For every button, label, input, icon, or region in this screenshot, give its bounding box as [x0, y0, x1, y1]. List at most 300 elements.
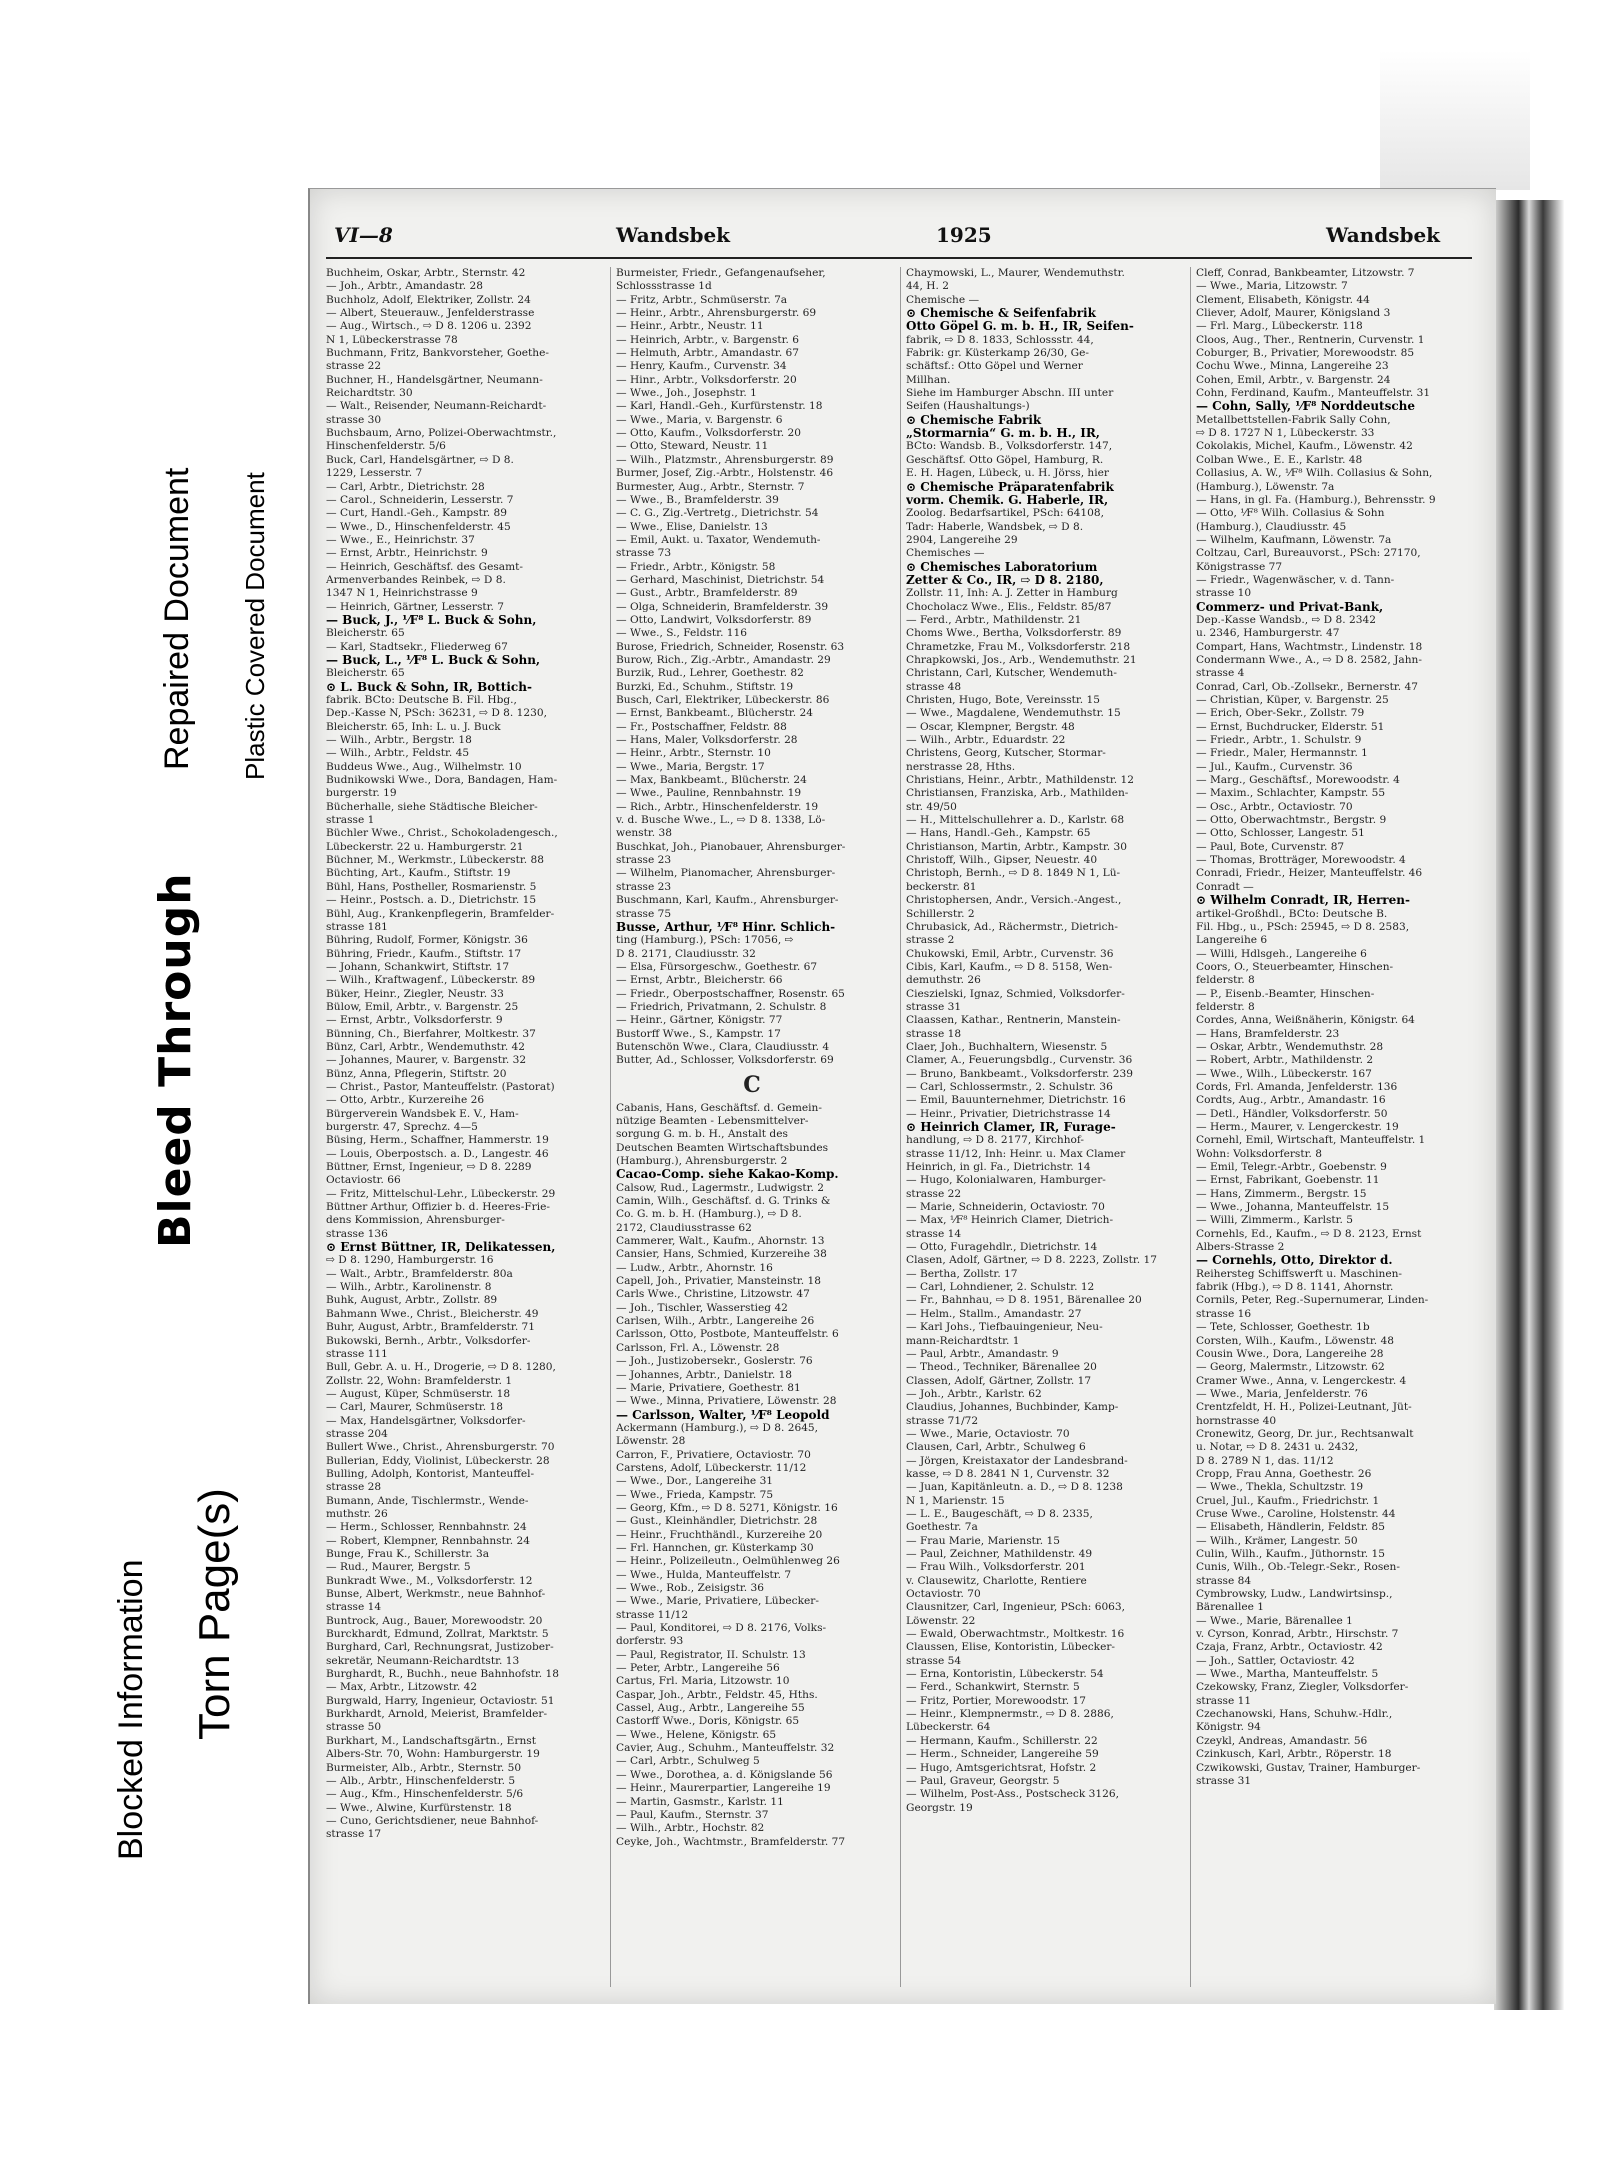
directory-entry: — Wwe., Rob., Zeisigstr. 36: [616, 1582, 764, 1594]
directory-entry: Buchholz, Adolf, Elektriker, Zollstr. 24: [326, 293, 531, 306]
directory-entry: — Wwe., Pauline, Rennbahnstr. 19: [616, 787, 802, 800]
directory-entry: Conradt —: [1196, 880, 1254, 893]
directory-entry: Clausen, Carl, Arbtr., Schulweg 6: [906, 1441, 1086, 1454]
directory-entry: Bustorff Wwe., S., Kampstr. 17: [616, 1027, 781, 1040]
directory-entry: — Hinr., Arbtr., Volksdorferstr. 20: [616, 373, 797, 386]
directory-entry: Christann, Carl, Kutscher, Wendemuth-: [906, 667, 1117, 680]
directory-entry: — Wwe., S., Feldstr. 116: [616, 627, 748, 640]
directory-entry: fabrik, ⇨ D 8. 1833, Schlossstr. 44,: [906, 333, 1094, 346]
directory-entry: — Wwe., Marie, Octaviostr. 70: [906, 1427, 1070, 1440]
directory-entry: strasse 54: [906, 1654, 962, 1667]
year: 1925: [936, 223, 992, 247]
directory-entry: Czwikowski, Gustav, Trainer, Hamburger-: [1196, 1761, 1421, 1774]
directory-entry: — Friedr., Maler, Hermannstr. 1: [1196, 747, 1368, 760]
column-4: [1196, 267, 1468, 1987]
directory-entry: felderstr. 8: [1196, 974, 1255, 987]
directory-entry: N 1, Marienstr. 15: [906, 1494, 1005, 1507]
directory-entry: — Helmuth, Arbtr., Amandastr. 67: [616, 347, 800, 360]
directory-entry: Coors, O., Steuerbeamter, Hinschen-: [1196, 960, 1394, 973]
annotation-labels: [0, 0, 300, 2177]
directory-entry: — Alb., Arbtr., Hinschenfelderstr. 5: [326, 1774, 516, 1787]
directory-entry: — Paul, Registrator, II. Schulstr. 13: [616, 1648, 806, 1661]
directory-entry: — Heinr., Arbtr., Neustr. 11: [616, 320, 764, 333]
directory-entry: Cohn, Ferdinand, Kaufm., Manteuffelstr. 31: [1196, 387, 1431, 400]
directory-entry: BCto: Wandsb. B., Volksdorferstr. 147,: [906, 440, 1113, 453]
directory-entry: Clamer, A., Feuerungsbdlg., Curvenstr. 36: [906, 1054, 1133, 1067]
directory-entry: — Wwe., Marie, Privatiere, Lübecker-: [616, 1595, 819, 1608]
directory-entry: Bulling, Adolph, Kontorist, Manteuffel-: [326, 1467, 535, 1480]
directory-entry: D 8. 2789 N 1, das. 11/12: [1196, 1454, 1334, 1467]
directory-entry: Cruel, Jul., Kaufm., Friedrichstr. 1: [1196, 1494, 1380, 1507]
directory-entry: Königstr. 94: [1196, 1721, 1261, 1734]
directory-entry: Cavier, Aug., Schuhm., Manteuffelstr. 32: [616, 1742, 835, 1755]
directory-entry: — H., Mittelschullehrer a. D., Karlstr. 68: [906, 814, 1125, 827]
directory-entry: Caspar, Joh., Arbtr., Feldstr. 45, Hths.: [616, 1688, 818, 1701]
directory-entry: — Karl Johs., Tiefbauingenieur, Neu-: [906, 1321, 1103, 1334]
directory-entry: — Wilh., Arbtr., Bergstr. 18: [326, 734, 472, 747]
directory-entry: Goethestr. 7a: [906, 1521, 978, 1534]
directory-entry: Busse, Arthur, ⅟F⁸ Hinr. Schlich-: [616, 920, 836, 934]
directory-entry: Heinrich, in gl. Fa., Dietrichstr. 14: [906, 1161, 1091, 1174]
directory-entry: Löwenstr. 22: [906, 1614, 976, 1627]
directory-entry: — Ferd., Schankwirt, Sternstr. 5: [906, 1681, 1080, 1694]
directory-entry: Colban Wwe., E. E., Karlstr. 48: [1196, 453, 1363, 466]
directory-entry: — Bruno, Bankbeamt., Volksdorferstr. 239: [906, 1067, 1134, 1080]
directory-entry: Buhk, August, Arbtr., Zollstr. 89: [326, 1294, 498, 1307]
directory-entry: — Cohn, Sally, ⅟F⁸ Norddeutsche: [1196, 400, 1416, 414]
directory-entry: Cornehls, Ed., Kaufm., ⇨ D 8. 2123, Ernst: [1196, 1227, 1422, 1240]
directory-entry: — Otto, Kaufm., Volksdorferstr. 20: [616, 427, 801, 440]
directory-entry: strasse 181: [326, 920, 388, 933]
directory-entry: strasse 23: [616, 880, 672, 893]
directory-entry: Burow, Rich., Zig.-Arbtr., Amandastr. 29: [616, 653, 831, 666]
directory-entry: Conradi, Friedr., Heizer, Manteuffelstr. 46: [1196, 867, 1423, 880]
directory-entry: — Otto, Landwirt, Volksdorferstr. 89: [616, 613, 812, 626]
directory-entry: Deutschen Beamten Wirtschaftsbundes: [616, 1141, 829, 1154]
directory-entry: ⊙ Chemische Fabrik: [906, 413, 1042, 427]
directory-entry: — Frl. Hannchen, gr. Küsterkamp 30: [616, 1541, 814, 1554]
directory-entry: Burckhardt, Edmund, Zollrat, Marktstr. 5: [326, 1628, 549, 1641]
directory-entry: Cousin Wwe., Dora, Langereihe 28: [1196, 1347, 1384, 1360]
directory-entry: — Wilh., Arbtr., Karolinenstr. 8: [326, 1281, 492, 1294]
directory-entry: Camin, Wilh., Geschäftsf. d. G. Trinks &: [616, 1195, 831, 1208]
directory-entry: — Albert, Steuerauw., Jenfelderstrasse: [326, 307, 535, 320]
directory-entry: Compart, Hans, Wachtmstr., Lindenstr. 18: [1196, 640, 1423, 653]
directory-entry: Seifen (Haushaltungs-): [906, 400, 1030, 413]
directory-entry: — Emil, Aukt. u. Taxator, Wendemuth-: [616, 533, 821, 546]
directory-entry: — Wilhelm, Pianomacher, Ahrensburger-: [616, 867, 836, 880]
directory-entry: — Osc., Arbtr., Octaviostr. 70: [1196, 800, 1353, 813]
directory-entry: Co. G. m. b. H. (Hamburg.), ⇨ D 8.: [616, 1208, 802, 1221]
directory-entry: — Karl, Stadtsekr., Fliederweg 67: [326, 640, 508, 653]
page-header: [326, 223, 1476, 253]
directory-entry: — Joh., Arbtr., Karlstr. 62: [906, 1387, 1042, 1400]
directory-entry: Fil. Hbg., u., PSch: 25945, ⇨ D 8. 2583,: [1196, 920, 1410, 933]
directory-entry: Bühl, Hans, Postheller, Rosmarienstr. 5: [326, 880, 537, 893]
directory-entry: (Hamburg.), Löwenstr. 7a: [1196, 480, 1335, 493]
directory-entry: — Friedrich, Privatmann, 2. Schulstr. 8: [616, 1000, 827, 1013]
directory-entry: — Carl, Arbtr., Schulweg 5: [616, 1755, 760, 1768]
directory-entry: Siehe im Hamburger Abschn. III unter: [906, 387, 1114, 400]
directory-entry: — Hermann, Kaufm., Schillerstr. 22: [906, 1734, 1098, 1747]
directory-entry: — Max, Bankbeamt., Blücherstr. 24: [616, 774, 807, 787]
directory-entry: — Buck, L., ⅟F⁸ L. Buck & Sohn,: [326, 653, 541, 667]
directory-entry: strasse 204: [326, 1427, 388, 1440]
directory-entry: Bunse, Albert, Werkmstr., neue Bahnhof-: [326, 1588, 546, 1601]
directory-entry: — Heinr., Polizeileutn., Oelmühlenweg 26: [616, 1555, 840, 1568]
directory-entry: Burmeister, Friedr., Gefangenaufseher,: [616, 267, 826, 279]
directory-entry: — Wwe., Minna, Privatiere, Löwenstr. 28: [616, 1395, 837, 1408]
directory-entry: Zetter & Co., IR, ⇨ D 8. 2180,: [906, 573, 1104, 587]
directory-entry: vorm. Chemik. G. Haberle, IR,: [906, 493, 1109, 507]
directory-entry: Dep.-Kasse N, PSch: 36231, ⇨ D 8. 1230,: [326, 707, 547, 720]
directory-entry: — Wilhelm, Post-Ass., Postscheck 3126,: [906, 1788, 1119, 1801]
directory-entry: Zoolog. Bedarfsartikel, PSch: 64108,: [906, 507, 1104, 520]
directory-entry: — Hugo, Kolonialwaren, Hamburger-: [906, 1174, 1106, 1187]
directory-entry: — Maxim., Schlachter, Kampstr. 55: [1196, 787, 1386, 800]
directory-entry: — Carl, Lohndiener, 2. Schulstr. 12: [906, 1281, 1095, 1294]
directory-entry: — Oskar, Arbtr., Wendemuthstr. 28: [1196, 1040, 1384, 1053]
directory-entry: Cassel, Aug., Arbtr., Langereihe 55: [616, 1702, 805, 1715]
directory-entry: Bücherhalle, siehe Städtische Bleicher-: [326, 800, 538, 813]
directory-entry: Bullerian, Eddy, Violinist, Lübeckerstr. 28: [326, 1454, 550, 1467]
directory-entry: — Curt, Handl.-Geh., Kampstr. 89: [326, 507, 507, 520]
directory-entry: — Ludw., Arbtr., Ahornstr. 16: [616, 1261, 773, 1274]
directory-entry: Burghardt, R., Buchh., neue Bahnhofstr. 18: [326, 1668, 560, 1681]
directory-entry: — Wwe., Maria, Jenfelderstr. 76: [1196, 1387, 1368, 1400]
directory-entry: nützige Beamten - Lebensmittelver-: [616, 1114, 809, 1127]
directory-entry: Culin, Wilh., Kaufm., Jüthornstr. 15: [1196, 1548, 1386, 1560]
directory-entry: — Fr., Postschaffner, Feldstr. 88: [616, 720, 787, 733]
directory-entry: Bärenallee 1: [1196, 1601, 1264, 1614]
directory-entry: — Erna, Kontoristin, Lübeckerstr. 54: [906, 1668, 1104, 1681]
page-corner-shadow: [1380, 50, 1530, 190]
directory-entry: strasse 22: [326, 360, 382, 373]
directory-entry: Schillerstr. 2: [906, 907, 975, 920]
directory-entry: Cramer Wwe., Anna, v. Lengerckestr. 4: [1196, 1374, 1407, 1387]
directory-entry: — Wwe., Maria, Bergstr. 17: [616, 760, 765, 773]
directory-entry: — Ernst, Fabrikant, Goebenstr. 11: [1196, 1174, 1380, 1187]
directory-entry: (Hamburg.), Ahrensburgerstr. 2: [616, 1155, 788, 1167]
directory-entry: Chocholacz Wwe., Elis., Feldstr. 85/87: [906, 600, 1112, 613]
directory-entry: — Wwe., Alwine, Kurfürstenstr. 18: [326, 1801, 512, 1814]
directory-entry: Bukowski, Bernh., Arbtr., Volksdorfer-: [326, 1334, 531, 1347]
directory-entry: Carstens, Adolf, Lübeckerstr. 11/12: [616, 1461, 807, 1474]
directory-entry: — Wwe., Thekla, Schultzstr. 19: [1196, 1481, 1364, 1494]
directory-entry: strasse 10: [1196, 587, 1252, 600]
directory-entry: ⊙ Chemisches Laboratorium: [906, 560, 1098, 574]
directory-entry: — L. E., Baugeschäft, ⇨ D 8. 2335,: [906, 1507, 1093, 1520]
directory-entry: Bleicherstr. 65: [326, 667, 405, 680]
directory-entry: (Hamburg.), Claudiusstr. 45: [1196, 520, 1347, 533]
directory-entry: — Johannes, Maurer, v. Bargenstr. 32: [326, 1054, 527, 1067]
directory-entry: Chukowski, Emil, Arbtr., Curvenstr. 36: [906, 947, 1114, 960]
directory-entry: — Heinr., Arbtr., Sternstr. 10: [616, 747, 771, 760]
directory-entry: strasse 136: [326, 1227, 388, 1240]
directory-entry: Cronewitz, Georg, Dr. jur., Rechtsanwalt: [1196, 1427, 1414, 1440]
directory-entry: — Willi, Hdlsgeh., Langereihe 6: [1196, 947, 1367, 960]
directory-entry: — Carl, Maurer, Schmüserstr. 18: [326, 1401, 503, 1414]
directory-entry: — Wilh., Arbtr., Feldstr. 45: [326, 747, 470, 760]
directory-entry: Bleicherstr. 65: [326, 627, 405, 640]
directory-entry: — Heinrich, Geschäftsf. des Gesamt-: [326, 560, 523, 573]
directory-entry: strasse 30: [326, 413, 382, 426]
directory-entry: Cieszielski, Ignaz, Schmied, Volksdorfer-: [906, 987, 1125, 1000]
directory-entry: Bürgerverein Wandsbek E. V., Ham-: [326, 1107, 519, 1120]
directory-entry: — Joh., Sattler, Octaviostr. 42: [1196, 1654, 1355, 1667]
directory-entry: hornstrasse 40: [1196, 1414, 1277, 1427]
directory-entry: Cruse Wwe., Caroline, Holstenstr. 44: [1196, 1507, 1396, 1520]
directory-entry: Conrad, Carl, Ob.-Zollsekr., Bernerstr. 47: [1196, 680, 1418, 693]
directory-entry: Octaviostr. 66: [326, 1174, 401, 1187]
directory-entry: strasse 11/12: [616, 1608, 689, 1621]
column-divider: [1190, 267, 1191, 1987]
directory-entry: strasse 17: [326, 1828, 382, 1841]
directory-entry: — Wwe., D., Hinschenfelderstr. 45: [326, 520, 511, 533]
directory-entry: — Joh., Justizobersekr., Goslerstr. 76: [616, 1355, 813, 1368]
directory-entry: Bullert Wwe., Christ., Ahrensburgerstr. 70: [326, 1441, 555, 1454]
directory-entry: ting (Hamburg.), PSch: 17056, ⇨: [616, 934, 794, 947]
directory-entry: Lübeckerstr. 64: [906, 1721, 991, 1734]
directory-entry: beckerstr. 81: [906, 880, 977, 893]
directory-entry: — Ernst, Bankbeamt., Blücherstr. 24: [616, 707, 814, 720]
directory-entry: Butter, Ad., Schlosser, Volksdorferstr. 69: [616, 1054, 834, 1067]
directory-entry: — Wwe., Frieda, Kampstr. 75: [616, 1488, 774, 1501]
directory-entry: Busch, Carl, Elektriker, Lübeckerstr. 86: [616, 694, 830, 706]
directory-entry: — Tete, Schlosser, Goethestr. 1b: [1196, 1321, 1370, 1334]
directory-entry: Cropp, Frau Anna, Goethestr. 26: [1196, 1467, 1372, 1480]
directory-entry: nerstrasse 28, Hths.: [906, 760, 1016, 773]
directory-entry: — Joh., Tischler, Wasserstieg 42: [616, 1301, 788, 1314]
directory-entry: Buntrock, Aug., Bauer, Morewoodstr. 20: [326, 1614, 543, 1627]
directory-entry: — Paul, Arbtr., Amandastr. 9: [906, 1347, 1059, 1360]
column-3: [906, 267, 1178, 1987]
directory-entry: — Wwe., Johanna, Manteuffelstr. 15: [1196, 1201, 1390, 1214]
directory-entry: — Marg., Geschäftsf., Morewoodstr. 4: [1196, 774, 1400, 787]
directory-entry: Choms Wwe., Bertha, Volksdorferstr. 89: [906, 627, 1122, 640]
directory-entry: Carls Wwe., Christine, Litzowstr. 47: [616, 1288, 810, 1301]
directory-entry: Buhr, August, Arbtr., Bramfelderstr. 71: [326, 1321, 536, 1334]
directory-entry: — Helm., Stallm., Amandastr. 27: [906, 1307, 1082, 1320]
directory-entry: ⊙ Wilhelm Conradt, IR, Herren-: [1196, 894, 1410, 908]
directory-entry: — Heinr., Postsch. a. D., Dietrichstr. 15: [326, 894, 537, 907]
directory-entry: Zollstr. 11, Inh: A. J. Zetter in Hamburg: [906, 587, 1118, 600]
directory-entry: — Wilh., Platzmstr., Ahrensburgerstr. 89: [616, 453, 834, 466]
column-divider: [900, 267, 901, 1987]
directory-entry: — Johannes, Arbtr., Danielstr. 18: [616, 1368, 793, 1381]
directory-entry: Cochu Wwe., Minna, Langereihe 23: [1196, 360, 1389, 373]
directory-entry: — Wwe., Magdalene, Wendemuthstr. 15: [906, 707, 1121, 720]
directory-entry: Bühl, Aug., Krankenpflegerin, Bramfelder-: [326, 907, 555, 920]
directory-entry: — Heinr., Klempnermstr., ⇨ D 8. 2886,: [906, 1708, 1114, 1721]
directory-entry: — Wilh., Kraftwagenf., Lübeckerstr. 89: [326, 974, 536, 987]
directory-entry: strasse 50: [326, 1721, 382, 1734]
directory-entry: strasse 14: [326, 1601, 382, 1614]
directory-entry: — Otto, Schlosser, Langestr. 51: [1196, 827, 1365, 840]
directory-entry: Czechanowski, Hans, Schuhw.-Hdlr.,: [1196, 1708, 1393, 1721]
directory-entry: Chrametzke, Frau M., Volksdorferstr. 218: [906, 640, 1131, 653]
directory-entry: strasse 22: [906, 1187, 962, 1200]
directory-entry: — Jörgen, Kreistaxator der Landesbrand-: [906, 1454, 1128, 1467]
directory-entry: Cabanis, Hans, Geschäftsf. d. Gemein-: [616, 1101, 822, 1114]
directory-entry: Cordes, Anna, Weißnäherin, Königstr. 64: [1196, 1014, 1415, 1027]
directory-entry: Buchmann, Fritz, Bankvorsteher, Goethe-: [326, 347, 549, 360]
directory-entry: strasse 31: [1196, 1774, 1252, 1787]
directory-entry: Chrubasick, Ad., Rächermstr., Dietrich-: [906, 920, 1118, 933]
directory-entry: strasse 28: [326, 1481, 382, 1494]
directory-entry: Buschkat, Joh., Pianobauer, Ahrensburger-: [616, 840, 846, 853]
directory-entry: — Frau Marie, Marienstr. 15: [906, 1534, 1061, 1547]
directory-entry: fabrik (Hbg.), ⇨ D 8. 1141, Ahornstr.: [1196, 1281, 1394, 1294]
left-title: Wandsbek: [616, 223, 731, 247]
directory-entry: — Herm., Maurer, v. Lengerckestr. 19: [1196, 1121, 1399, 1133]
directory-entry: — Louis, Oberpostsch. a. D., Langestr. 46: [326, 1147, 549, 1160]
directory-entry: — Wwe., Dorothea, a. d. Königslande 56: [616, 1768, 833, 1781]
directory-entry: — Georg, Kfm., ⇨ D 8. 5271, Königstr. 16: [616, 1501, 838, 1514]
directory-entry: — Buck, J., ⅟F⁸ L. Buck & Sohn,: [326, 613, 537, 627]
directory-entry: Claussen, Elise, Kontoristin, Lübecker-: [906, 1641, 1116, 1654]
directory-entry: — Wwe., Hulda, Manteuffelstr. 7: [616, 1568, 792, 1581]
directory-entry: strasse 11: [1196, 1694, 1252, 1707]
directory-entry: strasse 48: [906, 680, 962, 693]
directory-entry: — Emil, Telegr.-Arbtr., Goebenstr. 9: [1196, 1161, 1387, 1174]
directory-entry: str. 49/50: [906, 800, 957, 813]
directory-page: [308, 188, 1496, 2004]
directory-entry: Cleff, Conrad, Bankbeamter, Litzowstr. 7: [1196, 267, 1415, 279]
directory-entry: Cartus, Frl. Maria, Litzowstr. 10: [616, 1675, 790, 1688]
directory-entry: — Joh., Arbtr., Amandastr. 28: [326, 280, 484, 293]
directory-entry: — Karl, Handl.-Geh., Kurfürstenstr. 18: [616, 400, 823, 413]
directory-entry: Czinkusch, Karl, Arbtr., Röperstr. 18: [1196, 1748, 1392, 1761]
directory-entry: — Hans, Zimmerm., Bergstr. 15: [1196, 1187, 1367, 1200]
directory-entry: strasse 111: [326, 1347, 388, 1360]
directory-entry: Christians, Heinr., Arbtr., Mathildenstr. 12: [906, 774, 1134, 787]
directory-entry: — Henry, Kaufm., Curvenstr. 34: [616, 360, 787, 373]
directory-entry: Büchner, M., Werkmstr., Lübeckerstr. 88: [326, 854, 544, 867]
directory-entry: Crentzfeldt, H. H., Polizei-Leutnant, Jüt-: [1196, 1401, 1412, 1414]
directory-entry: — Ernst, Buchdrucker, Elderstr. 51: [1196, 720, 1385, 733]
directory-entry: — Ernst, Arbtr., Heinrichstr. 9: [326, 547, 488, 560]
directory-entry: schäftsf.: Otto Göpel und Werner: [906, 360, 1083, 373]
directory-entry: — Fritz, Mittelschul-Lehr., Lübeckerstr. 29: [326, 1187, 556, 1200]
directory-entry: Dep.-Kasse Wandsb., ⇨ D 8. 2342: [1196, 613, 1376, 626]
directory-entry: Bleicherstr. 65, Inh: L. u. J. Buck: [326, 720, 501, 733]
directory-entry: strasse 18: [906, 1027, 962, 1040]
directory-entry: Armenverbandes Reinbek, ⇨ D 8.: [326, 573, 506, 586]
directory-entry: — Ernst, Arbtr., Volksdorferstr. 9: [326, 1014, 503, 1027]
directory-entry: — Johann, Schankwirt, Stiftstr. 17: [326, 960, 510, 973]
directory-entry: Budnikowski Wwe., Dora, Bandagen, Ham-: [326, 774, 558, 787]
directory-entry: ⊙ Chemische & Seifenfabrik: [906, 307, 1096, 321]
directory-entry: Albers-Strasse 2: [1196, 1241, 1285, 1254]
directory-entry: — August, Küper, Schmüserstr. 18: [326, 1387, 511, 1400]
directory-entry: — Fr., Bahnhau, ⇨ D 8. 1951, Bärenallee 20: [906, 1294, 1142, 1307]
directory-entry: 1229, Lesserstr. 7: [326, 467, 423, 480]
directory-entry: Geschäftsf. Otto Göpel, Hamburg, R.: [906, 453, 1104, 466]
directory-entry: kasse, ⇨ D 8. 2841 N 1, Curvenstr. 32: [906, 1467, 1110, 1480]
directory-entry: Commerz- und Privat-Bank,: [1196, 600, 1384, 614]
label-blocked-information: Blocked Information: [112, 1559, 150, 1860]
directory-entry: Czaja, Franz, Arbtr., Octaviostr. 42: [1196, 1641, 1383, 1654]
directory-entry: D 8. 2171, Claudiusstr. 32: [616, 947, 756, 960]
directory-entry: — Friedr., Wagenwäscher, v. d. Tann-: [1196, 573, 1395, 586]
directory-entry: Cohen, Emil, Arbtr., v. Bargenstr. 24: [1196, 373, 1391, 386]
directory-entry: Burmer, Josef, Zig.-Arbtr., Holstenstr. 46: [616, 467, 834, 480]
directory-entry: Buschmann, Karl, Kaufm., Ahrensburger-: [616, 894, 839, 907]
directory-entry: Buchner, H., Handelsgärtner, Neumann-: [326, 373, 543, 386]
directory-entry: strasse 2: [906, 934, 955, 947]
directory-entry: Buck, Carl, Handelsgärtner, ⇨ D 8.: [326, 453, 514, 466]
page-number: VI—8: [334, 223, 393, 247]
directory-entry: artikel-Großhdl., BCto: Deutsche B.: [1196, 907, 1388, 920]
directory-entry: Claer, Joh., Buchhaltern, Wiesenstr. 5: [906, 1040, 1108, 1053]
directory-entry: Cymbrowsky, Ludw., Landwirtsinsp.,: [1196, 1588, 1393, 1601]
directory-entry: — Robert, Arbtr., Mathildenstr. 2: [1196, 1054, 1374, 1067]
directory-entry: — Wwe., E., Heinrichstr. 37: [326, 533, 475, 546]
directory-entry: Christophersen, Andr., Versich.-Angest.,: [906, 894, 1122, 907]
directory-entry: Cords, Frl. Amanda, Jenfelderstr. 136: [1196, 1080, 1398, 1093]
directory-entry: strasse 4: [1196, 667, 1245, 680]
directory-entry: ⊙ L. Buck & Sohn, IR, Bottich-: [326, 680, 532, 694]
directory-entry: — Ewald, Oberwachtmstr., Moltkestr. 16: [906, 1628, 1125, 1641]
directory-entry: — Robert, Klempner, Rennbahnstr. 24: [326, 1534, 530, 1547]
directory-entry: Hinschenfelderstr. 5/6: [326, 440, 446, 453]
directory-entry: Bull, Gebr. A. u. H., Drogerie, ⇨ D 8. 1280,: [326, 1361, 556, 1374]
directory-entry: Cornehl, Emil, Wirtschaft, Manteuffelstr. 1: [1196, 1134, 1426, 1147]
directory-entry: Tadr: Haberle, Wandsbek, ⇨ D 8.: [906, 520, 1084, 533]
directory-entry: u. 2346, Hamburgerstr. 47: [1196, 627, 1340, 640]
directory-entry: Bülow, Emil, Arbtr., v. Bargenstr. 25: [326, 1000, 519, 1013]
directory-entry: Burzik, Rud., Lehrer, Goethestr. 82: [616, 667, 804, 680]
directory-entry: strasse 73: [616, 547, 672, 560]
directory-entry: — Hans, in gl. Fa. (Hamburg.), Behrensstr. 9: [1196, 493, 1436, 506]
directory-entry: Wohn: Volksdorferstr. 8: [1196, 1147, 1322, 1160]
directory-entry: Bahmann Wwe., Christ., Bleicherstr. 49: [326, 1307, 539, 1320]
directory-entry: — Elisabeth, Händlerin, Feldstr. 85: [1196, 1521, 1385, 1534]
directory-entry: Burzki, Ed., Schuhm., Stiftstr. 19: [616, 680, 794, 693]
directory-entry: — Erich, Ober-Sekr., Zollstr. 79: [1196, 707, 1365, 720]
directory-entry: — Wilh., Arbtr., Hochstr. 82: [616, 1822, 765, 1835]
directory-entry: handlung, ⇨ D 8. 2177, Kirchhof-: [906, 1134, 1085, 1147]
directory-entry: Burmeister, Alb., Arbtr., Sternstr. 50: [326, 1761, 522, 1774]
directory-entry: Claassen, Kathar., Rentnerin, Manstein-: [906, 1014, 1121, 1027]
directory-entry: v. d. Busche Wwe., L., ⇨ D 8. 1338, Lö-: [616, 814, 826, 827]
directory-entry: ⊙ Ernst Büttner, IR, Delikatessen,: [326, 1241, 556, 1255]
directory-entry: strasse 16: [1196, 1307, 1252, 1320]
directory-entry: — Heinr., Privatier, Dietrichstrasse 14: [906, 1107, 1111, 1120]
directory-entry: — Elsa, Fürsorgeschw., Goethestr. 67: [616, 960, 818, 973]
directory-entry: Claudius, Johannes, Buchbinder, Kamp-: [906, 1401, 1119, 1414]
directory-entry: Butenschön Wwe., Clara, Claudiusstr. 4: [616, 1040, 830, 1053]
directory-entry: — Wilhelm, Kaufmann, Löwenstr. 7a: [1196, 533, 1392, 546]
directory-entry: — Christian, Küper, v. Bargenstr. 25: [1196, 694, 1389, 706]
directory-entry: — Otto, Oberwachtmstr., Bergstr. 9: [1196, 814, 1387, 827]
directory-entry: 44, H. 2: [906, 280, 949, 293]
directory-entry: Fabrik: gr. Küsterkamp 26/30, Ge-: [906, 347, 1089, 360]
directory-entry: ⊙ Heinrich Clamer, IR, Furage-: [906, 1121, 1116, 1134]
directory-entry: Chaymowski, L., Maurer, Wendemuthstr.: [906, 267, 1125, 279]
right-title: Wandsbek: [1326, 223, 1441, 247]
directory-entry: — Heinr., Fruchthändl., Kurzereihe 20: [616, 1528, 823, 1541]
label-torn-pages: Torn Page(s): [190, 1488, 239, 1740]
directory-entry: — C. G., Zig.-Vertretg., Dietrichstr. 54: [616, 507, 819, 520]
directory-entry: Cammerer, Walt., Kaufm., Ahornstr. 13: [616, 1235, 825, 1248]
directory-entry: Löwenstr. 28: [616, 1435, 686, 1448]
directory-entry: Clausnitzer, Carl, Ingenieur, PSch: 6063,: [906, 1601, 1126, 1614]
directory-entry: Bünz, Carl, Arbtr., Wendemuthstr. 42: [326, 1040, 526, 1053]
directory-entry: — Carl, Schlossermstr., 2. Schulstr. 36: [906, 1080, 1113, 1093]
directory-entry: u. Notar, ⇨ D 8. 2431 u. 2432,: [1196, 1441, 1359, 1454]
